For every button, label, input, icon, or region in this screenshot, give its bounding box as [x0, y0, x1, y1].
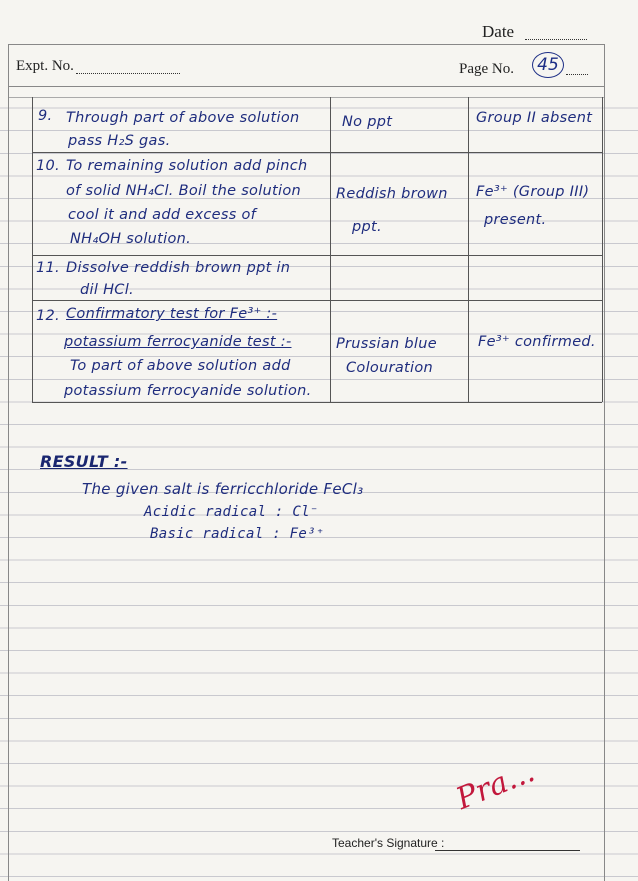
teacher-signature-line [435, 850, 580, 851]
expt-no-field [76, 58, 180, 74]
row-9-number: 9. [38, 108, 53, 124]
row-12-experiment-line-4: potassium ferrocyanide solution. [64, 383, 312, 399]
row-10-experiment-line-4: NH₄OH solution. [70, 231, 192, 247]
row-10-number: 10. [36, 158, 60, 174]
row-12-number: 12. [36, 308, 60, 324]
row-9-experiment-line-2: pass H₂S gas. [68, 133, 171, 149]
page-number: 45 [532, 52, 564, 78]
row-separator [32, 402, 602, 403]
row-12-experiment-line-2: potassium ferrocyanide test :- [64, 334, 292, 350]
row-10-observation-line-2: ppt. [352, 219, 382, 235]
result-line-basic-radical: Basic radical : Fe³⁺ [150, 526, 325, 542]
date-label: Date [482, 22, 515, 41]
table-observation-column-line [330, 97, 331, 402]
result-line-salt: The given salt is ferricchloride FeCl₃ [82, 480, 364, 498]
row-12-observation-line-1: Prussian blue [336, 336, 437, 352]
table-num-column-line [32, 97, 33, 402]
row-separator [32, 300, 602, 301]
row-separator [32, 255, 602, 256]
row-9-experiment-line-1: Through part of above solution [66, 110, 300, 126]
page-no-label: Page No. [459, 61, 514, 77]
table-inference-column-line [468, 97, 469, 402]
teacher-signature-label: Teacher's Signature : [332, 836, 445, 850]
result-line-acidic-radical: Acidic radical : Cl⁻ [144, 504, 319, 520]
row-separator [32, 152, 602, 153]
row-9-observation: No ppt [342, 114, 393, 130]
header-top-rule [8, 44, 604, 45]
row-9-inference: Group II absent [476, 110, 593, 126]
left-margin-line [8, 44, 9, 881]
row-12-experiment-line-1: Confirmatory test for Fe³⁺ :- [66, 306, 278, 322]
teacher-signature-mark: Pra... [451, 754, 540, 817]
date-field [525, 23, 587, 40]
row-10-experiment-line-3: cool it and add excess of [68, 207, 257, 223]
table-right-line [602, 97, 603, 402]
row-12-inference: Fe³⁺ confirmed. [478, 334, 596, 350]
table-top-rule [8, 97, 604, 98]
row-11-experiment-line-1: Dissolve reddish brown ppt in [66, 260, 291, 276]
row-11-experiment-line-2: dil HCl. [80, 282, 134, 298]
row-12-experiment-line-3: To part of above solution add [70, 358, 291, 374]
row-10-observation-line-1: Reddish brown [336, 186, 448, 202]
expt-no-label: Expt. No. [16, 58, 74, 74]
row-10-inference-line-2: present. [484, 212, 547, 228]
row-11-number: 11. [36, 260, 60, 276]
result-heading: RESULT :- [40, 452, 128, 471]
row-10-experiment-line-2: of solid NH₄Cl. Boil the solution [66, 183, 302, 199]
header-bottom-rule [8, 86, 604, 87]
row-12-observation-line-2: Colouration [346, 360, 434, 376]
row-10-inference-line-1: Fe³⁺ (Group III) [476, 184, 590, 200]
right-margin-line [604, 44, 605, 881]
header-area [0, 0, 638, 100]
page-no-field [566, 62, 588, 75]
row-10-experiment-line-1: To remaining solution add pinch [66, 158, 308, 174]
